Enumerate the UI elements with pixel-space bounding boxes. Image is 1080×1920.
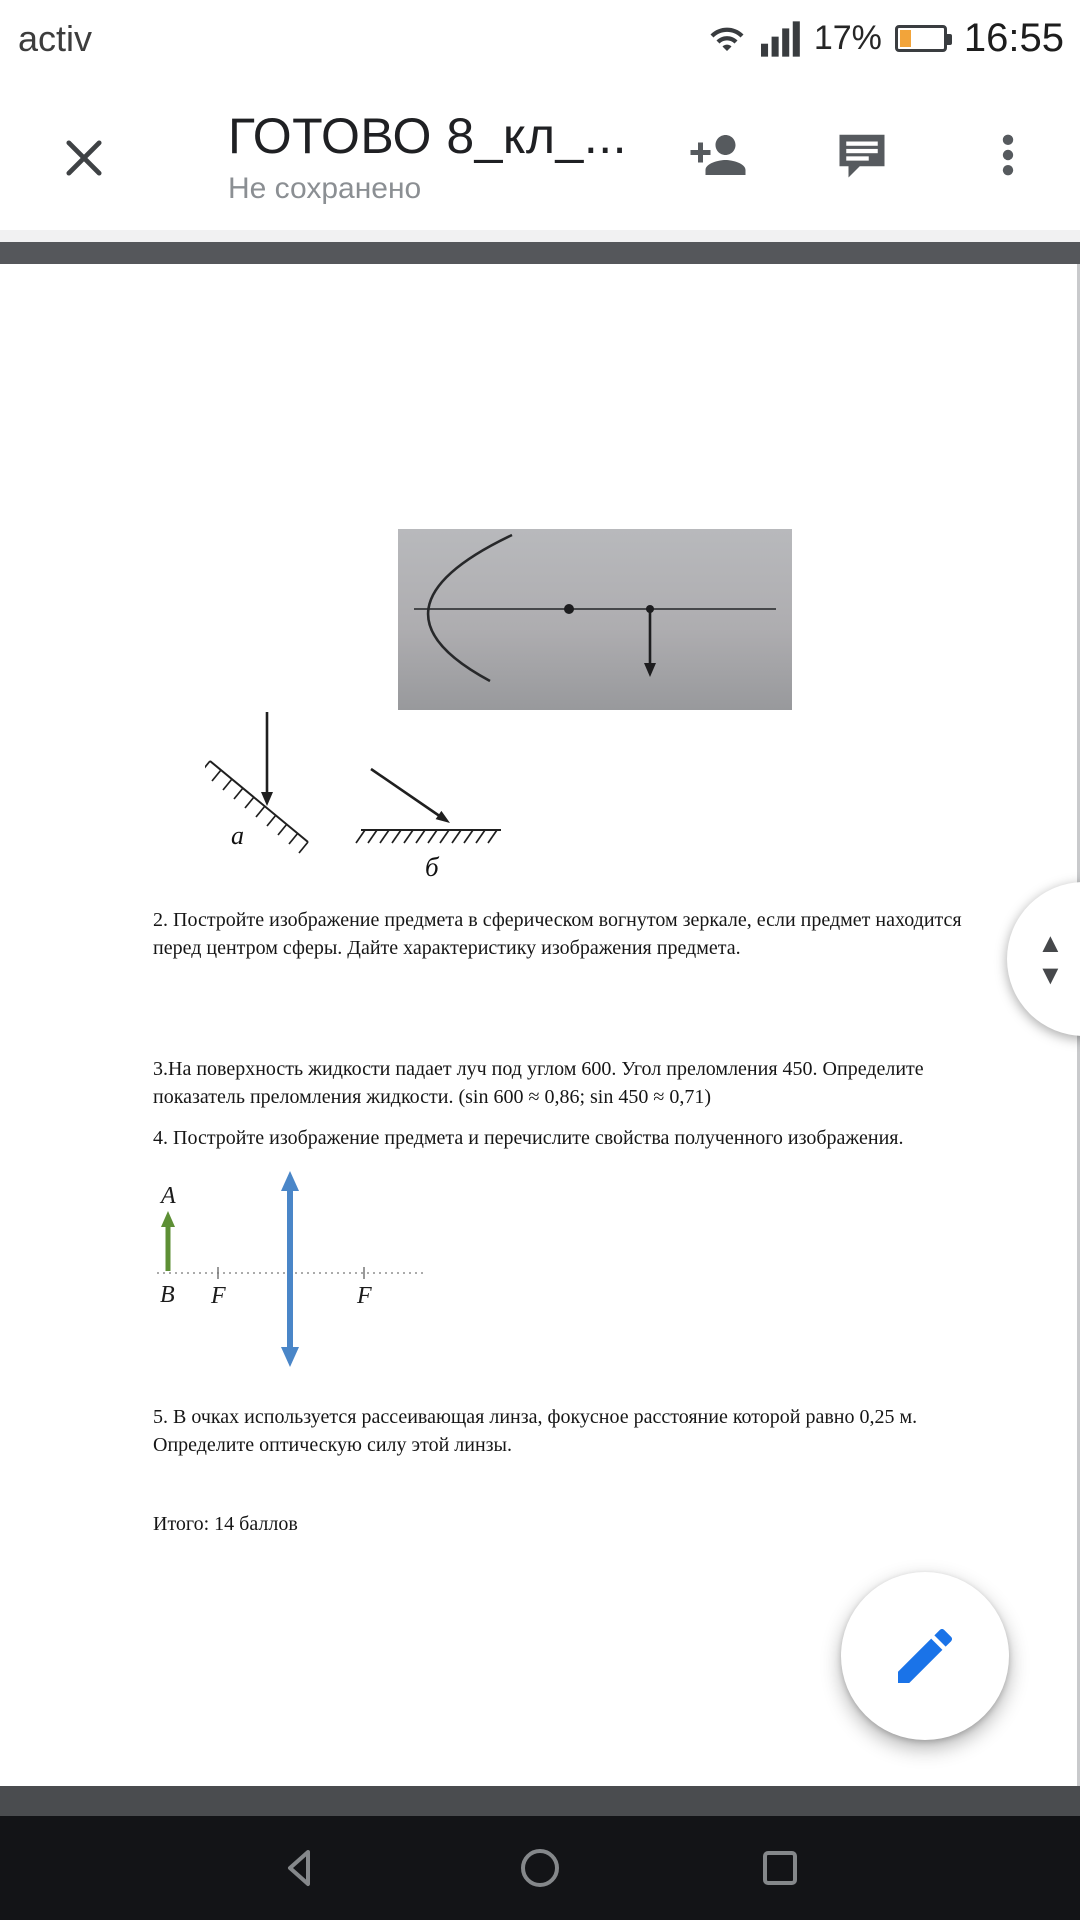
nav-back-button[interactable] xyxy=(276,1844,324,1892)
lens-label-f-left: F xyxy=(211,1283,226,1309)
document-page[interactable] xyxy=(0,264,1080,1786)
battery-icon xyxy=(895,25,947,52)
status-icons xyxy=(706,16,1064,61)
app-toolbar xyxy=(0,73,1080,230)
canvas-gap-top xyxy=(0,242,1080,264)
total-points: Итого: 14 баллов xyxy=(153,1513,298,1535)
add-person-icon xyxy=(688,125,748,185)
comments-button[interactable] xyxy=(828,121,896,189)
reflection-diagrams xyxy=(205,712,525,884)
back-icon xyxy=(276,1844,324,1892)
document-title: ГОТОВО 8_кл_... xyxy=(228,108,628,164)
battery-fill xyxy=(900,30,911,47)
question-5: 5. В очках используется рассеивающая линза, фокусное расстояние которой равно 0,25 м. Определите оптическую силу этой линзы. xyxy=(153,1406,918,1456)
concave-mirror-diagram xyxy=(398,529,792,710)
carrier-label: activ xyxy=(18,17,93,59)
question-2: 2. Постройте изображение предмета в сферическом вогнутом зеркале, если предмет находится перед центром сферы. Дайте характеристику изображения предмета. xyxy=(153,909,962,959)
home-icon xyxy=(516,1844,564,1892)
scroll-up-icon[interactable]: ▲ xyxy=(1037,927,1064,958)
figure-label-left: а xyxy=(231,821,244,850)
signal-strength-icon xyxy=(761,21,801,57)
title-block xyxy=(228,107,627,207)
lens-diagram xyxy=(155,1165,435,1373)
comment-icon xyxy=(835,128,889,182)
toolbar-gap xyxy=(0,230,1080,242)
wifi-icon xyxy=(706,21,748,57)
overflow-menu-button[interactable] xyxy=(974,121,1042,189)
recents-icon xyxy=(756,1844,804,1892)
share-add-people-button[interactable] xyxy=(684,121,752,189)
save-status: Не сохранено xyxy=(228,172,422,205)
scroll-down-icon[interactable]: ▼ xyxy=(1037,959,1064,990)
status-bar xyxy=(0,0,1080,73)
mirror-photo-figure xyxy=(398,529,792,710)
lens-label-f-right: F xyxy=(357,1283,372,1309)
close-button[interactable] xyxy=(56,131,112,187)
edit-pencil-icon xyxy=(889,1620,961,1692)
battery-percent-label: 17% xyxy=(813,19,882,57)
lens-label-b: B xyxy=(160,1282,175,1308)
nav-recents-button[interactable] xyxy=(756,1844,804,1892)
battery-nub xyxy=(947,34,952,45)
question-3: 3.На поверхность жидкости падает луч под углом 600. Угол преломления 450. Определите показатель преломления жидкости. (sin 600 ≈ 0,86; sin 450 ≈ 0,71) xyxy=(153,1058,924,1108)
lens-label-a: A xyxy=(161,1183,176,1209)
edit-fab[interactable] xyxy=(841,1572,1009,1740)
figure-label-right: б xyxy=(425,852,439,882)
overflow-menu-icon xyxy=(982,129,1034,181)
close-icon xyxy=(58,132,110,184)
nav-home-button[interactable] xyxy=(516,1844,564,1892)
clock-label: 16:55 xyxy=(963,16,1064,60)
canvas-gap-bottom xyxy=(0,1786,1080,1816)
android-nav-bar xyxy=(0,1816,1080,1920)
question-4: 4. Постройте изображение предмета и перечислите свойства полученного изображения. xyxy=(153,1127,904,1149)
